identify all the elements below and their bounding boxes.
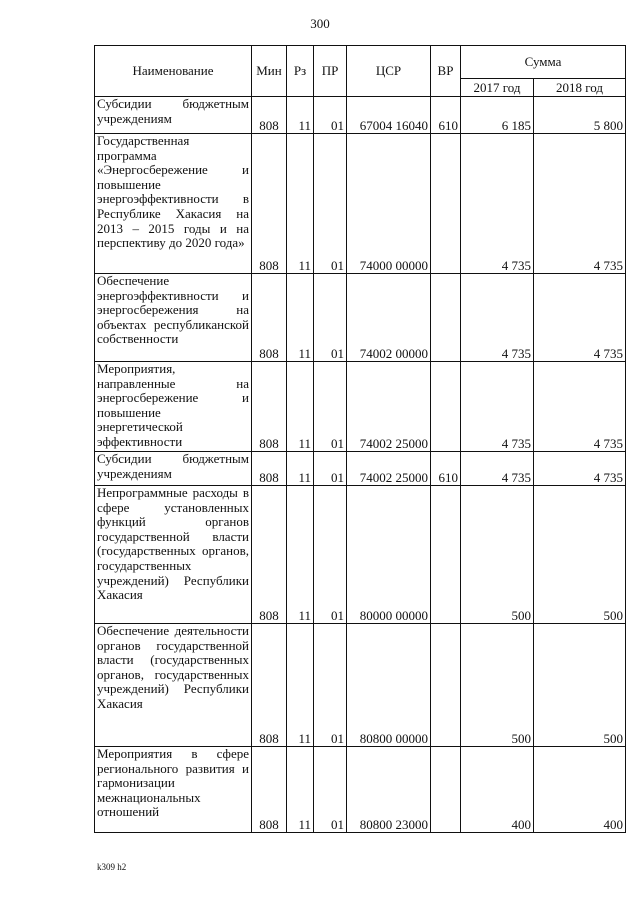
header-2018: 2018 год [534, 79, 626, 97]
budget-table [94, 45, 626, 833]
row-rz: 11 [287, 452, 314, 486]
row-csr: 80800 23000 [347, 747, 431, 833]
row-pr: 01 [314, 747, 347, 833]
row-vr [431, 134, 461, 274]
row-csr: 67004 16040 [347, 97, 431, 134]
page-number: 300 [310, 16, 330, 31]
row-min: 808 [252, 486, 287, 624]
row-2017: 400 [461, 747, 534, 833]
row-pr: 01 [314, 624, 347, 747]
row-2018: 5 800 [534, 97, 626, 134]
footer-code: k309 h2 [97, 862, 127, 872]
table-row [95, 362, 626, 452]
header-rz: Рз [287, 46, 314, 97]
row-name: Обеспечение деятельности органов государственной власти (государственных органов, государственных учреждений) Республики Хакасия [95, 624, 252, 747]
row-vr [431, 274, 461, 362]
row-min: 808 [252, 747, 287, 833]
row-rz: 11 [287, 362, 314, 452]
row-rz: 11 [287, 486, 314, 624]
row-vr [431, 624, 461, 747]
row-2018: 4 735 [534, 362, 626, 452]
table-row [95, 274, 626, 362]
row-name: Непрограммные расходы в сфере установленных функций органов государственной власти (государственных органов, государственных учреждений) Республики Хакасия [95, 486, 252, 624]
row-pr: 01 [314, 134, 347, 274]
header-vr: ВР [431, 46, 461, 97]
table-row [95, 747, 626, 833]
row-name: Мероприятия, направленные на энергосбережение и повышение энергетической эффективности [95, 362, 252, 452]
row-min: 808 [252, 134, 287, 274]
table-row [95, 452, 626, 486]
table-row [95, 134, 626, 274]
row-rz: 11 [287, 747, 314, 833]
row-csr: 74002 00000 [347, 274, 431, 362]
row-csr: 74000 00000 [347, 134, 431, 274]
table-row [95, 97, 626, 134]
header-pr: ПР [314, 46, 347, 97]
row-min: 808 [252, 362, 287, 452]
row-2017: 4 735 [461, 362, 534, 452]
header-sum: Сумма [461, 46, 626, 79]
row-vr [431, 486, 461, 624]
row-rz: 11 [287, 97, 314, 134]
row-2018: 4 735 [534, 274, 626, 362]
row-vr [431, 747, 461, 833]
row-rz: 11 [287, 134, 314, 274]
row-rz: 11 [287, 274, 314, 362]
row-name: Обеспечение энергоэффективности и энергосбережения на объектах республиканской собственности [95, 274, 252, 362]
row-min: 808 [252, 274, 287, 362]
row-2018: 500 [534, 624, 626, 747]
header-2017: 2017 год [461, 79, 534, 97]
row-2017: 6 185 [461, 97, 534, 134]
row-2017: 4 735 [461, 134, 534, 274]
row-name: Государственная программа «Энергосбережение и повышение энергоэффективности в Республике Хакасия на 2013 – 2015 годы и на перспективу до 2020 года» [95, 134, 252, 274]
row-csr: 80800 00000 [347, 624, 431, 747]
row-pr: 01 [314, 486, 347, 624]
row-2017: 4 735 [461, 274, 534, 362]
row-2018: 500 [534, 486, 626, 624]
row-min: 808 [252, 624, 287, 747]
header-name: Наименование [95, 46, 252, 97]
row-min: 808 [252, 452, 287, 486]
header-min: Мин [252, 46, 287, 97]
row-2017: 500 [461, 486, 534, 624]
row-2017: 500 [461, 624, 534, 747]
row-pr: 01 [314, 452, 347, 486]
row-name: Субсидии бюджетным учреждениям [95, 97, 252, 134]
row-2018: 400 [534, 747, 626, 833]
header-csr: ЦСР [347, 46, 431, 97]
row-name: Субсидии бюджетным учреждениям [95, 452, 252, 486]
row-pr: 01 [314, 274, 347, 362]
row-csr: 74002 25000 [347, 362, 431, 452]
row-pr: 01 [314, 362, 347, 452]
row-pr: 01 [314, 97, 347, 134]
table-row [95, 486, 626, 624]
row-vr: 610 [431, 97, 461, 134]
row-2018: 4 735 [534, 134, 626, 274]
row-vr [431, 362, 461, 452]
row-name: Мероприятия в сфере регионального развития и гармонизации межнациональных отношений [95, 747, 252, 833]
row-csr: 80000 00000 [347, 486, 431, 624]
row-2018: 4 735 [534, 452, 626, 486]
row-csr: 74002 25000 [347, 452, 431, 486]
table-row [95, 624, 626, 747]
row-2017: 4 735 [461, 452, 534, 486]
row-min: 808 [252, 97, 287, 134]
row-rz: 11 [287, 624, 314, 747]
row-vr: 610 [431, 452, 461, 486]
